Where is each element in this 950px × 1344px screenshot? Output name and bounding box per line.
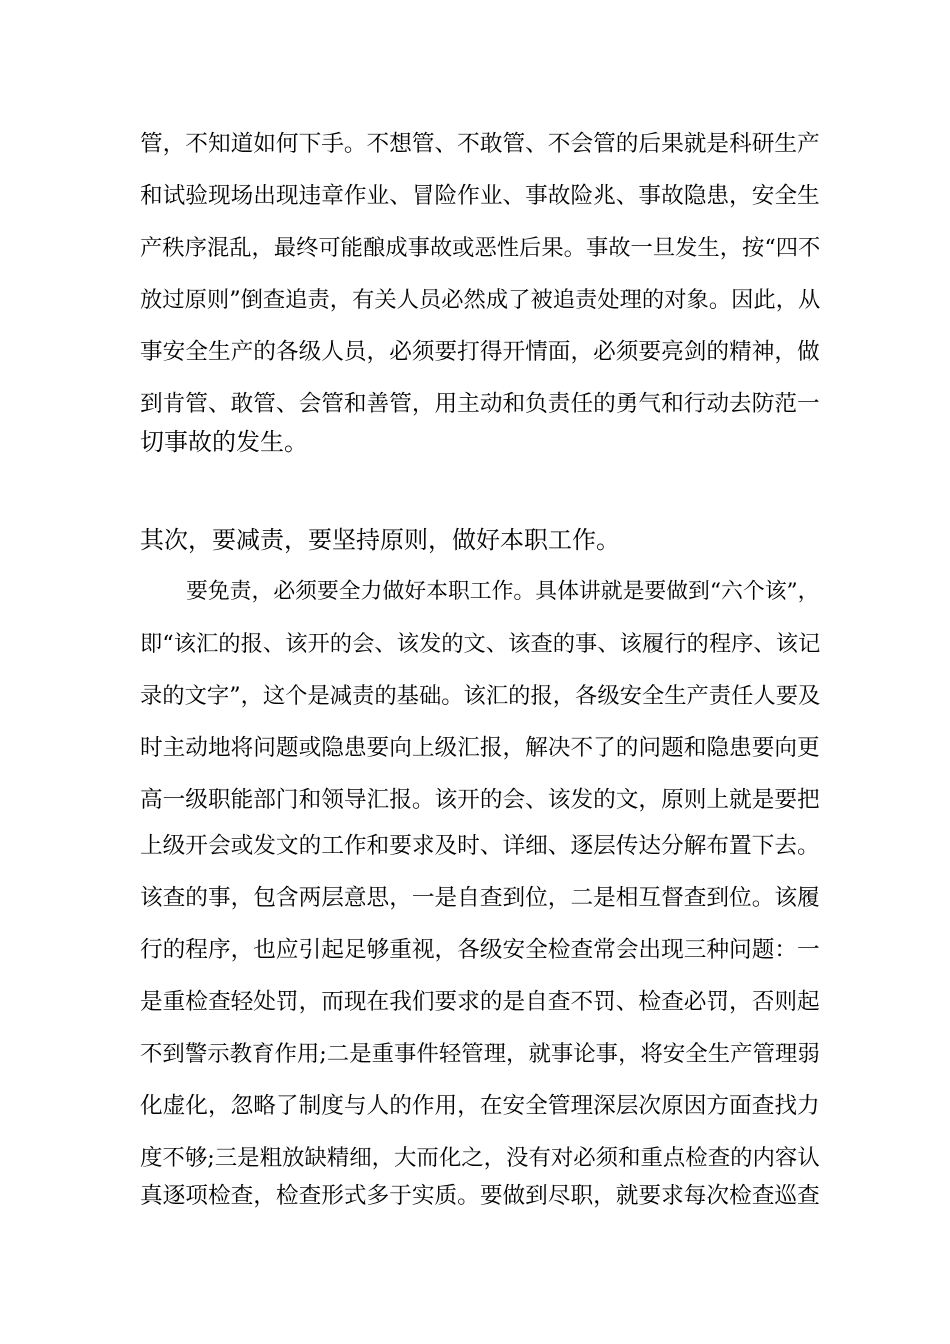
text-line: 即“该汇的报、该开的会、该发的文、该查的事、该履行的程序、该记 — [140, 631, 821, 657]
text-line: 真逐项检查，检查形式多于实质。要做到尽职，就要求每次检查巡查 — [140, 1183, 820, 1209]
text-line: 不到警示教育作用;二是重事件轻管理，就事论事，将安全生产管理弱 — [140, 1041, 820, 1067]
text-line: 是重检查轻处罚，而现在我们要求的是自查不罚、检查必罚，否则起 — [140, 989, 820, 1015]
text-line: 上级开会或发文的工作和要求及时、详细、逐层传达分解布置下去。 — [140, 833, 820, 859]
text-line: 产秩序混乱，最终可能酿成事故或恶性后果。事故一旦发生，按“四不 — [140, 235, 821, 261]
text-line: 时主动地将问题或隐患要向上级汇报，解决不了的问题和隐患要向更 — [140, 735, 820, 761]
text-line: 事安全生产的各级人员，必须要打得开情面，必须要亮剑的精神，做 — [140, 339, 820, 365]
text-line: 录的文字”，这个是减责的基础。该汇的报，各级安全生产责任人要及 — [140, 683, 821, 709]
text-line: 度不够;三是粗放缺精细，大而化之，没有对必须和重点检查的内容认 — [140, 1145, 820, 1171]
text-line: 行的程序，也应引起足够重视，各级安全检查常会出现三种问题：一 — [140, 937, 820, 963]
section-heading: 其次，要减责，要坚持原则，做好本职工作。 — [140, 526, 620, 554]
text-line: 切事故的发生。 — [140, 428, 308, 456]
text-line: 到肯管、敢管、会管和善管，用主动和负责任的勇气和行动去防范一 — [140, 391, 820, 417]
text-line: 管，不知道如何下手。不想管、不敢管、不会管的后果就是科研生产 — [140, 131, 820, 157]
text-line: 高一级职能部门和领导汇报。该开的会、该发的文，原则上就是要把 — [140, 787, 820, 813]
text-line: 和试验现场出现违章作业、冒险作业、事故险兆、事故隐患，安全生 — [140, 183, 820, 209]
text-line: 放过原则”倒查追责，有关人员必然成了被追责处理的对象。因此，从 — [140, 287, 821, 313]
text-line: 该查的事，包含两层意思，一是自查到位，二是相互督查到位。该履 — [140, 885, 820, 911]
text-line: 化虚化，忽略了制度与人的作用，在安全管理深层次原因方面查找力 — [140, 1093, 820, 1119]
paragraph-first-line: 要免责，必须要全力做好本职工作。具体讲就是要做到“六个该”， — [186, 579, 820, 604]
